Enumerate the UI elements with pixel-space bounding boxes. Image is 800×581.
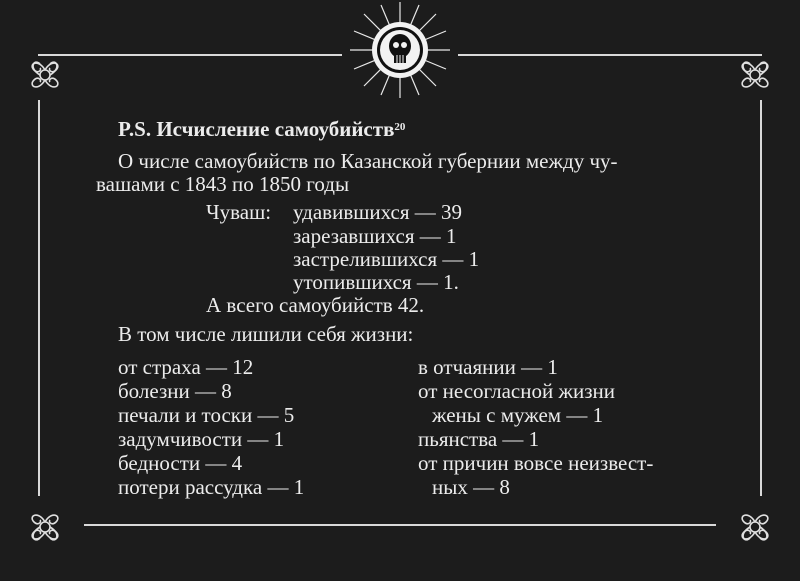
cause-right-item: от несогласной жизни: [418, 379, 615, 403]
causes-heading: В том числе лишили себя жизни:: [118, 322, 414, 346]
chuvash-label: Чуваш:: [206, 200, 272, 224]
cause-left-item: бедности — 4: [118, 451, 243, 475]
corner-ornament-icon: [730, 50, 780, 100]
frame-right-line: [760, 100, 762, 496]
page-title: [118, 118, 405, 140]
cause-right-item: в отчаянии — 1: [418, 355, 558, 379]
frame-left-line: [38, 100, 40, 496]
cause-right-item: пьянства — 1: [418, 427, 540, 451]
total-line: А всего самоубийств 42.: [206, 293, 425, 317]
corner-ornament-icon: [20, 502, 70, 552]
frame-bottom-line: [84, 524, 716, 526]
cause-left-item: задумчивости — 1: [118, 427, 285, 451]
corner-ornament-icon: [20, 50, 70, 100]
cause-left-item: печали и тоски — 5: [118, 403, 295, 427]
cause-right-item: жены с мужем — 1: [432, 403, 604, 427]
frame-top-left-line: [38, 54, 342, 56]
cause-left-item: потери рассудка — 1: [118, 475, 305, 499]
cause-left-item: от страха — 12: [118, 355, 254, 379]
corner-ornament-icon: [730, 502, 780, 552]
intro-line-1: О числе самоубийств по Казанской губернии между чу-: [118, 149, 618, 173]
cause-left-item: болезни — 8: [118, 379, 232, 403]
chuvash-item: застрелившихся — 1: [293, 247, 480, 271]
chuvash-item: утопившихся — 1.: [293, 270, 459, 294]
chuvash-item: зарезавшихся — 1: [293, 224, 457, 248]
frame-top-right-line: [458, 54, 762, 56]
chuvash-item: удавившихся — 39: [293, 200, 463, 224]
footnote-marker: 20: [394, 121, 406, 133]
cause-right-item: ных — 8: [432, 475, 510, 499]
cause-right-item: от причин вовсе неизвест-: [418, 451, 654, 475]
skull-emblem-icon: [342, 0, 458, 100]
title-text: P.S. Исчисление самоубийств: [118, 117, 395, 141]
intro-line-2: вашами с 1843 по 1850 годы: [96, 172, 350, 196]
